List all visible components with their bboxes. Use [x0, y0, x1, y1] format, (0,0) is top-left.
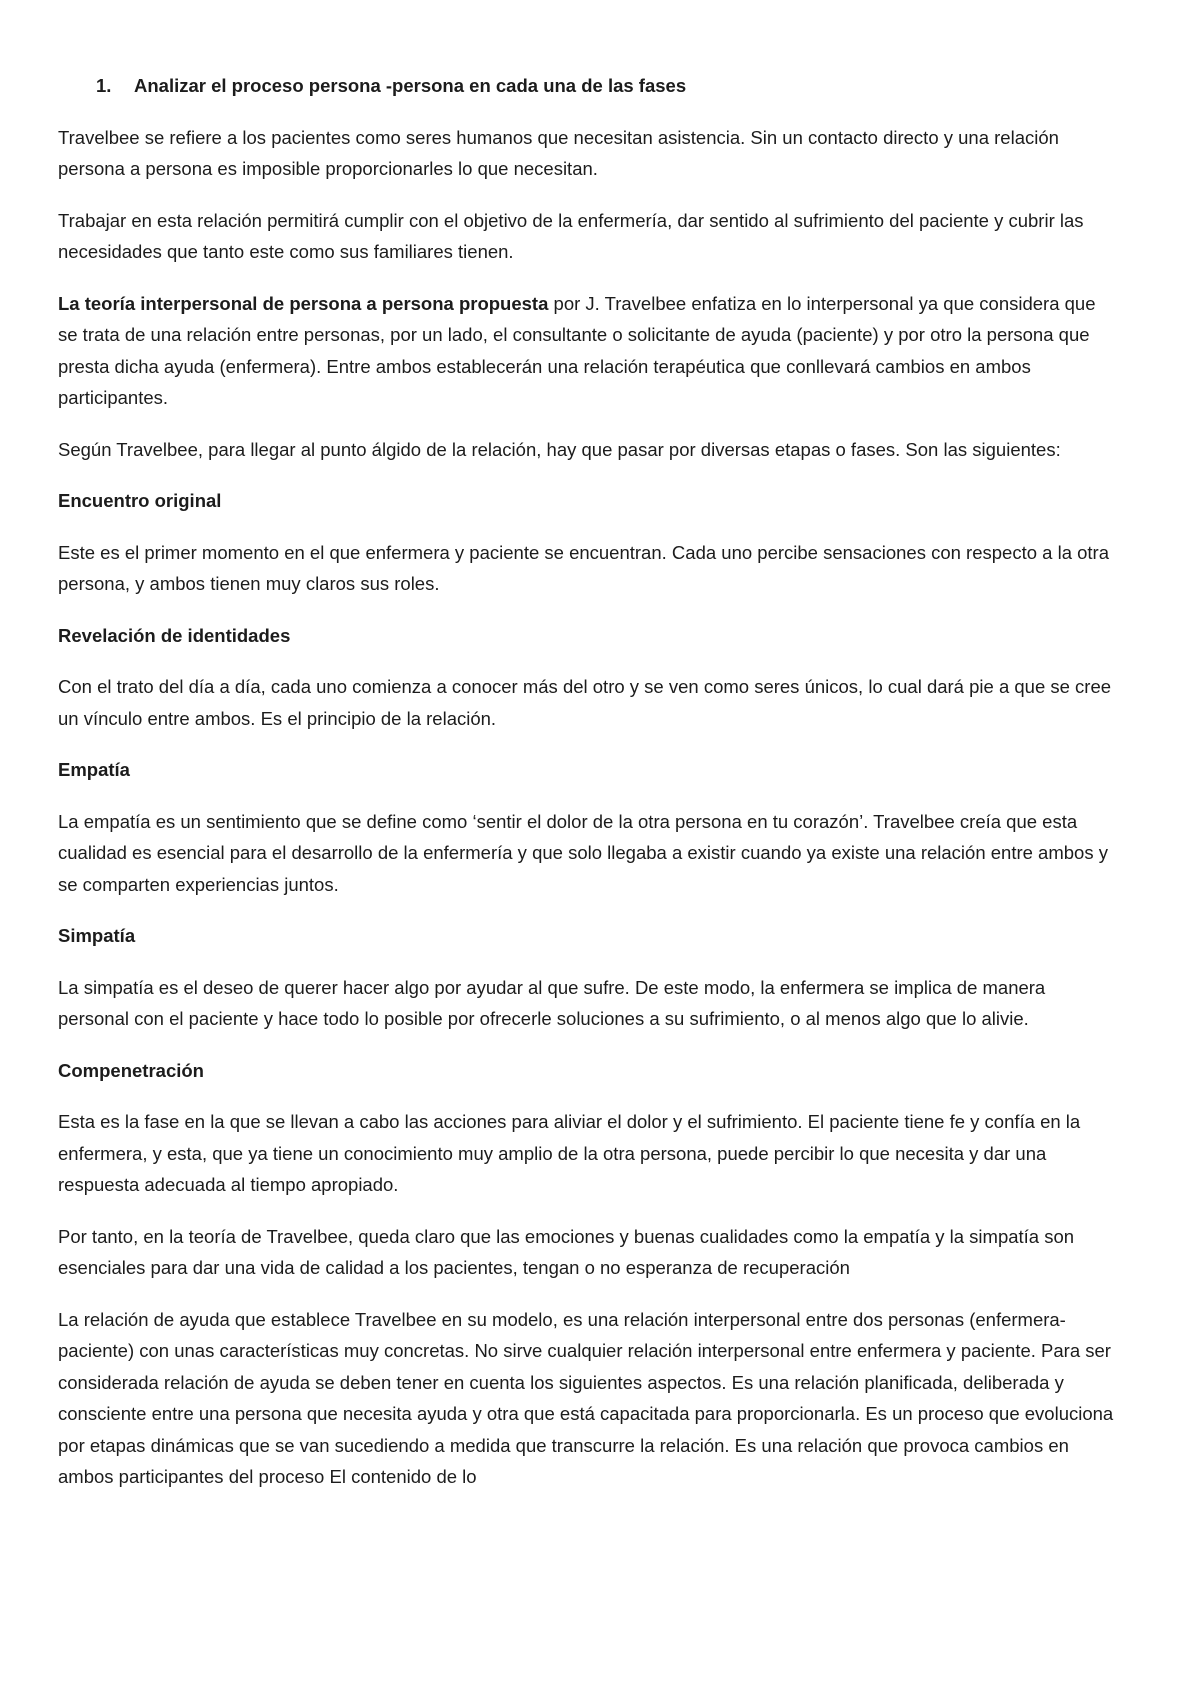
paragraph-help-relationship: La relación de ayuda que establece Travelbee en su modelo, es una relación interpersonal entre dos personas (enfermera-paciente) con unas características muy concretas. No sirve cualquier relación interpersonal entre enfermera y paciente. Para ser considerada relación de ayuda se deben tener en cuenta los siguientes aspectos. Es una relación planificada, deliberada y consciente entre una persona que necesita ayuda y otra que está capacitada para proporcionarla. Es un proceso que evoluciona por etapas dinámicas que se van sucediendo a medida que transcurre la relación. Es una relación que provoca cambios en ambos participantes del proceso El contenido de lo: [58, 1308, 1114, 1487]
theory-text: por J. Travelbee enfatiza en lo interpersonal ya que considera que se trata de una relación entre personas, por un lado, el consultante o solicitante de ayuda (paciente) y por otro la persona que presta dicha ayuda (enfermera). Entre ambos establecerán una relación terapéutica que conllevará cambios en ambos participantes.: [58, 292, 1096, 408]
theory-bold-phrase: La teoría interpersonal de persona a persona propuesta: [58, 292, 549, 314]
paragraph-phases-intro: Según Travelbee, para llegar al punto álgido de la relación, hay que pasar por diversas etapas o fases. Son las siguientes:: [58, 438, 1061, 460]
paragraph-objective: Trabajar en esta relación permitirá cumplir con el objetivo de la enfermería, dar sentido al sufrimiento del paciente y cubrir las necesidades que tanto este como sus familiares tienen.: [58, 209, 1084, 262]
heading-number: 1.: [96, 75, 112, 96]
phase-text-simpatia: La simpatía es el deseo de querer hacer algo por ayudar al que sufre. De este modo, la enfermera se implica de manera personal con el paciente y hace todo lo posible por ofrecerle soluciones a su sufrimiento, o al menos algo que lo alivie.: [58, 976, 1046, 1029]
phase-text-encuentro: Este es el primer momento en el que enfermera y paciente se encuentran. Cada uno percibe sensaciones con respecto a la otra persona, y ambos tienen muy claros sus roles.: [58, 541, 1109, 594]
phase-title-simpatia: Simpatía: [58, 925, 136, 946]
phase-text-compenetracion: Esta es la fase en la que se llevan a cabo las acciones para aliviar el dolor y el sufrimiento. El paciente tiene fe y confía en la enfermera, y esta, que ya tiene un conocimiento muy amplio de la otra persona, puede percibir lo que necesita y dar una respuesta adecuada al tiempo apropiado.: [58, 1111, 1081, 1195]
paragraph-theory: [58, 288, 1120, 414]
phase-text-revelacion: Con el trato del día a día, cada uno comienza a conocer más del otro y se ven como seres únicos, lo cual dará pie a que se cree un vínculo entre ambos. Es el principio de la relación.: [58, 676, 1112, 729]
section-heading: [58, 70, 1120, 102]
phase-title-compenetracion: Compenetración: [58, 1059, 204, 1081]
phase-text-empatia: La empatía es un sentimiento que se define como ‘sentir el dolor de la otra persona en tu corazón’. Travelbee creía que esta cualidad es esencial para el desarrollo de la enfermería y que solo llegaba a existir cuando ya existe una relación entre ambos y se comparten experiencias juntos.: [58, 810, 1108, 895]
phase-title-revelacion: Revelación de identidades: [58, 624, 291, 646]
paragraph-intro: Travelbee se refiere a los pacientes como seres humanos que necesitan asistencia. Sin un contacto directo y una relación persona a persona es imposible proporcionarles lo que necesitan.: [58, 126, 1059, 179]
phase-title-encuentro: Encuentro original: [58, 490, 222, 511]
paragraph-conclusion: Por tanto, en la teoría de Travelbee, queda claro que las emociones y buenas cualidades como la empatía y la simpatía son esenciales para dar una vida de calidad a los pacientes, tengan o no esperanza de recuperación: [58, 1225, 1075, 1278]
phase-title-empatia: Empatía: [58, 759, 130, 780]
heading-text: Analizar el proceso persona -persona en cada una de las fases: [134, 75, 687, 96]
